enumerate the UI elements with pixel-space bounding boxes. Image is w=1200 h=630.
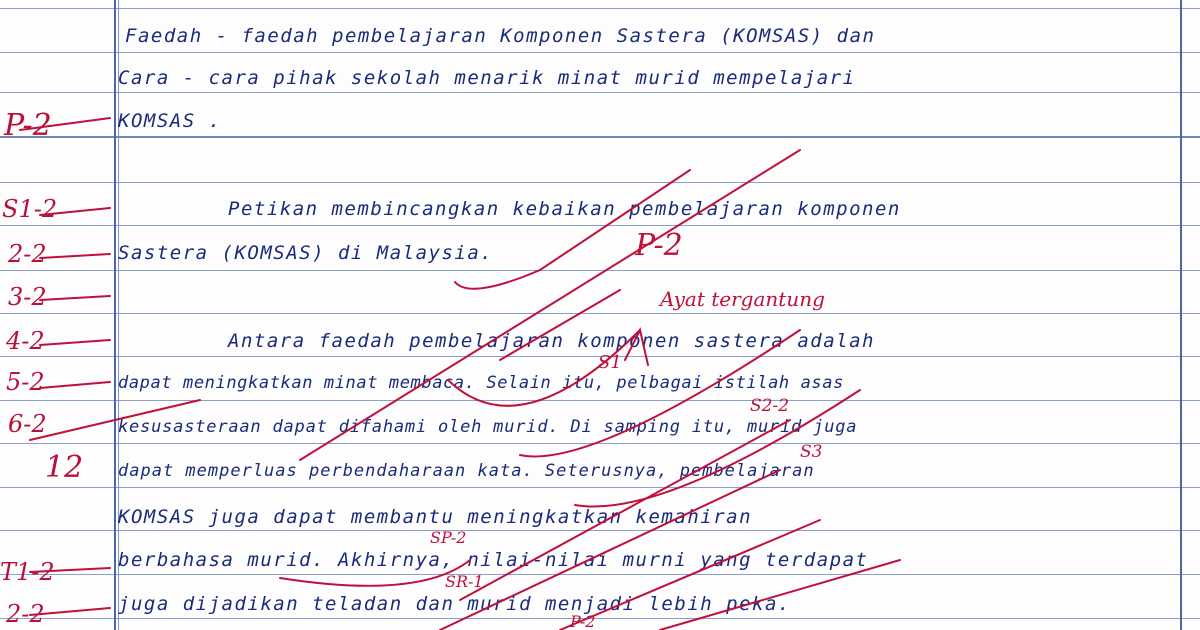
annotation-sr: SR-1: [445, 572, 484, 591]
margin-mark-p: P-2: [4, 108, 52, 143]
body-line-8: berbahasa murid. Akhirnya, nilai-nilai murni yang terdapat: [118, 549, 869, 571]
margin-mark-4: 4-2: [6, 327, 45, 355]
body-line-6: dapat memperluas perbendaharaan kata. Seterusnya, pembelajaran: [118, 461, 815, 481]
annotation-s2: S2-2: [750, 396, 790, 416]
margin-stroke: [40, 340, 110, 345]
margin-stroke: [40, 296, 110, 300]
tick-stroke: [455, 170, 690, 289]
annotation-bottom: P-2: [570, 612, 596, 630]
body-line-1: Petikan membincangkan kebaikan pembelajaran komponen: [228, 198, 901, 220]
margin-mark-5: 5-2: [6, 368, 45, 396]
annotation-sp: SP-2: [430, 528, 467, 547]
margin-stroke: [30, 608, 110, 615]
margin-stroke: [20, 118, 110, 130]
heading-line-1: Faedah - faedah pembelajaran Komponen Sastera (KOMSAS) dan: [125, 25, 876, 47]
margin-stroke: [30, 400, 200, 440]
body-line-5: kesusasteraan dapat difahami oleh murid. Di samping itu, murid juga: [118, 417, 858, 437]
long-diagonal-stroke: [660, 560, 900, 630]
margin-stroke: [40, 254, 110, 258]
caret-stroke: [625, 330, 648, 365]
long-diagonal-stroke: [300, 150, 800, 460]
margin-mark-s1: S1-2: [2, 195, 58, 223]
annotation-s3: S3: [800, 442, 823, 462]
margin-stroke: [40, 382, 110, 388]
body-line-9: juga dijadikan teladan dan murid menjadi lebih peka.: [118, 593, 791, 615]
long-diagonal-stroke: [440, 470, 780, 630]
heading-line-3: KOMSAS .: [118, 110, 222, 132]
body-line-2: Sastera (KOMSAS) di Malaysia.: [118, 242, 494, 264]
long-diagonal-stroke: [460, 420, 790, 600]
margin-mark-t1: T1-2: [0, 558, 55, 586]
tick-stroke: [280, 560, 470, 586]
long-diagonal-stroke: [560, 520, 820, 630]
margin-mark-3: 3-2: [8, 283, 47, 311]
body-line-3: Antara faedah pembelajaran komponen sastera adalah: [228, 330, 875, 352]
annotation-s1: S1: [598, 352, 622, 373]
margin-mark-6: 6-2: [8, 410, 47, 438]
heading-line-2: Cara - cara pihak sekolah menarik minat murid mempelajari: [118, 67, 856, 89]
margin-mark-total: 12: [45, 450, 84, 485]
annotation-p-mark: P-2: [635, 228, 683, 263]
annotation-ayat-tergantung: Ayat tergantung: [660, 287, 825, 311]
margin-mark-2: 2-2: [8, 240, 47, 268]
body-line-7: KOMSAS juga dapat membantu meningkatkan kemahiran: [118, 506, 753, 528]
body-line-4: dapat meningkatkan minat membaca. Selain itu, pelbagai istilah asas: [118, 373, 844, 393]
margin-mark-2b: 2-2: [6, 600, 45, 628]
tick-stroke: [448, 330, 640, 406]
margin-stroke: [40, 208, 110, 215]
margin-stroke: [30, 568, 110, 572]
tick-stroke: [575, 390, 860, 507]
